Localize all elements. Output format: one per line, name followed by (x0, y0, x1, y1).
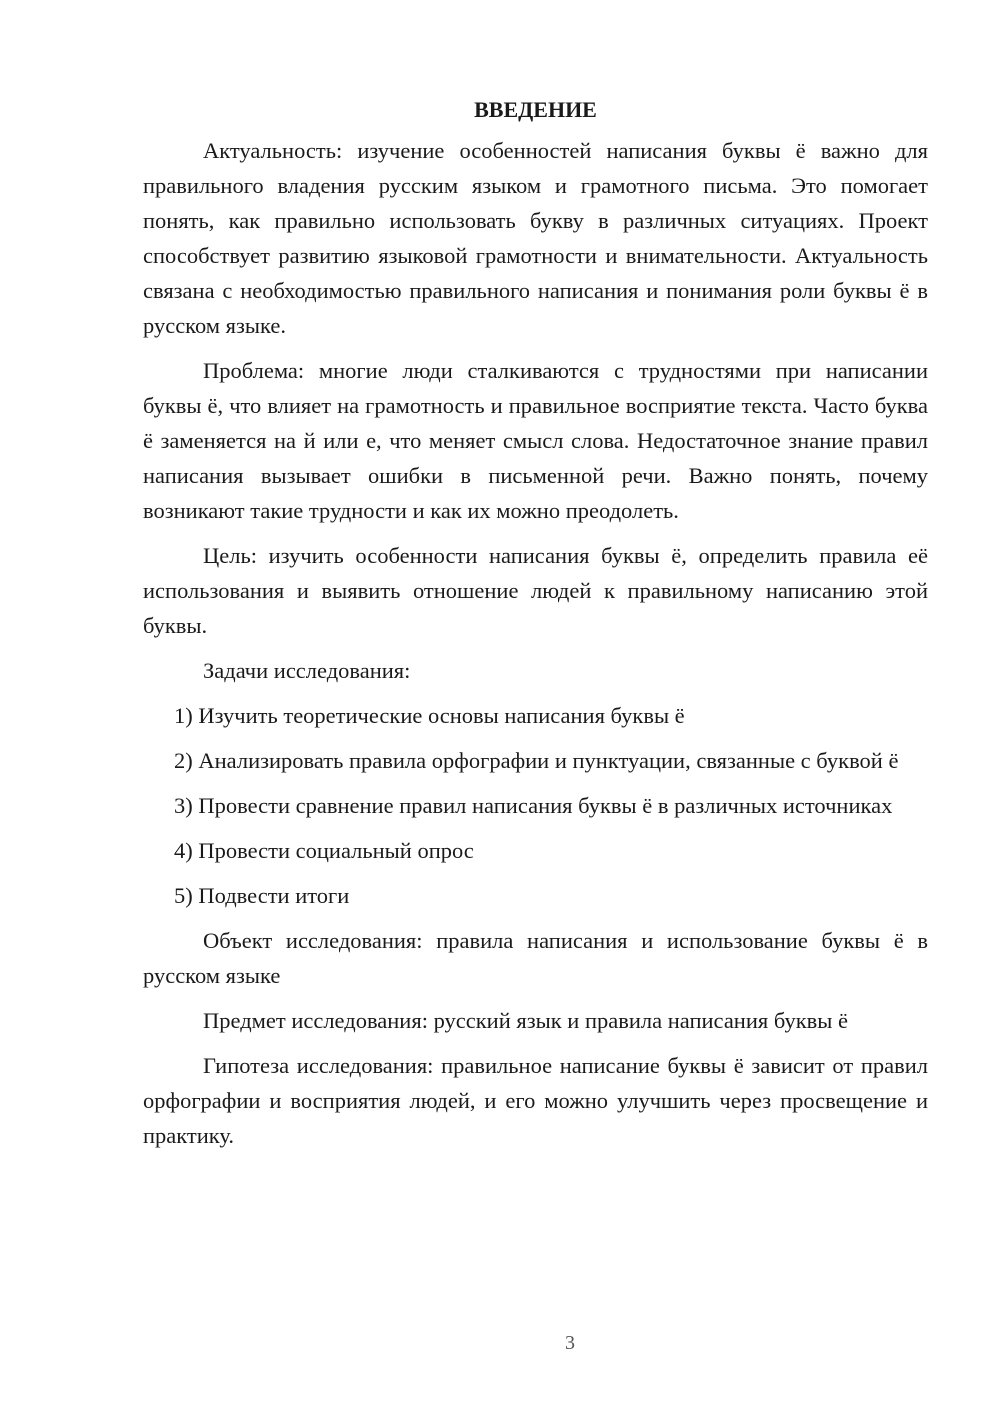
task-item: 3) Провести сравнение правил написания буквы ё в различных источниках (174, 793, 893, 818)
paragraph-relevance: Актуальность: изучение особенностей написания буквы ё важно для правильного владения русским языком и грамотного письма. Это помогает понять, как правильно использовать букву в различных ситуациях. Проект способствует развитию языковой грамотности и внимательности. Актуальность связана с необходимостью правильного написания и понимания роли буквы ё в русском языке. (143, 138, 928, 338)
task-item: 1) Изучить теоретические основы написания буквы ё (174, 703, 685, 728)
page-content (143, 92, 928, 1163)
paragraph-tasks-heading: Задачи исследования: (203, 658, 411, 683)
task-item: 4) Провести социальный опрос (174, 838, 474, 863)
task-item: 5) Подвести итоги (174, 883, 350, 908)
paragraph-subject: Предмет исследования: русский язык и правила написания буквы ё (203, 1008, 848, 1033)
page-number: 3 (565, 1332, 575, 1354)
task-item: 2) Анализировать правила орфографии и пунктуации, связанные с буквой ё (174, 748, 899, 773)
paragraph-goal: Цель: изучить особенности написания буквы ё, определить правила её использования и выявить отношение людей к правильному написанию этой буквы. (143, 543, 928, 638)
paragraph-problem: Проблема: многие люди сталкиваются с трудностями при написании буквы ё, что влияет на грамотность и правильное восприятие текста. Часто буква ё заменяется на й или е, что меняет смысл слова. Недостаточное знание правил написания вызывает ошибки в письменной речи. Важно понять, почему возникают такие трудности и как их можно преодолеть. (143, 358, 928, 523)
paragraph-object: Объект исследования: правила написания и использование буквы ё в русском языке (143, 928, 928, 988)
paragraph-hypothesis: Гипотеза исследования: правильное написание буквы ё зависит от правил орфографии и восприятия людей, и его можно улучшить через просвещение и практику. (143, 1053, 928, 1148)
section-title: ВВЕДЕНИЕ (474, 97, 597, 122)
